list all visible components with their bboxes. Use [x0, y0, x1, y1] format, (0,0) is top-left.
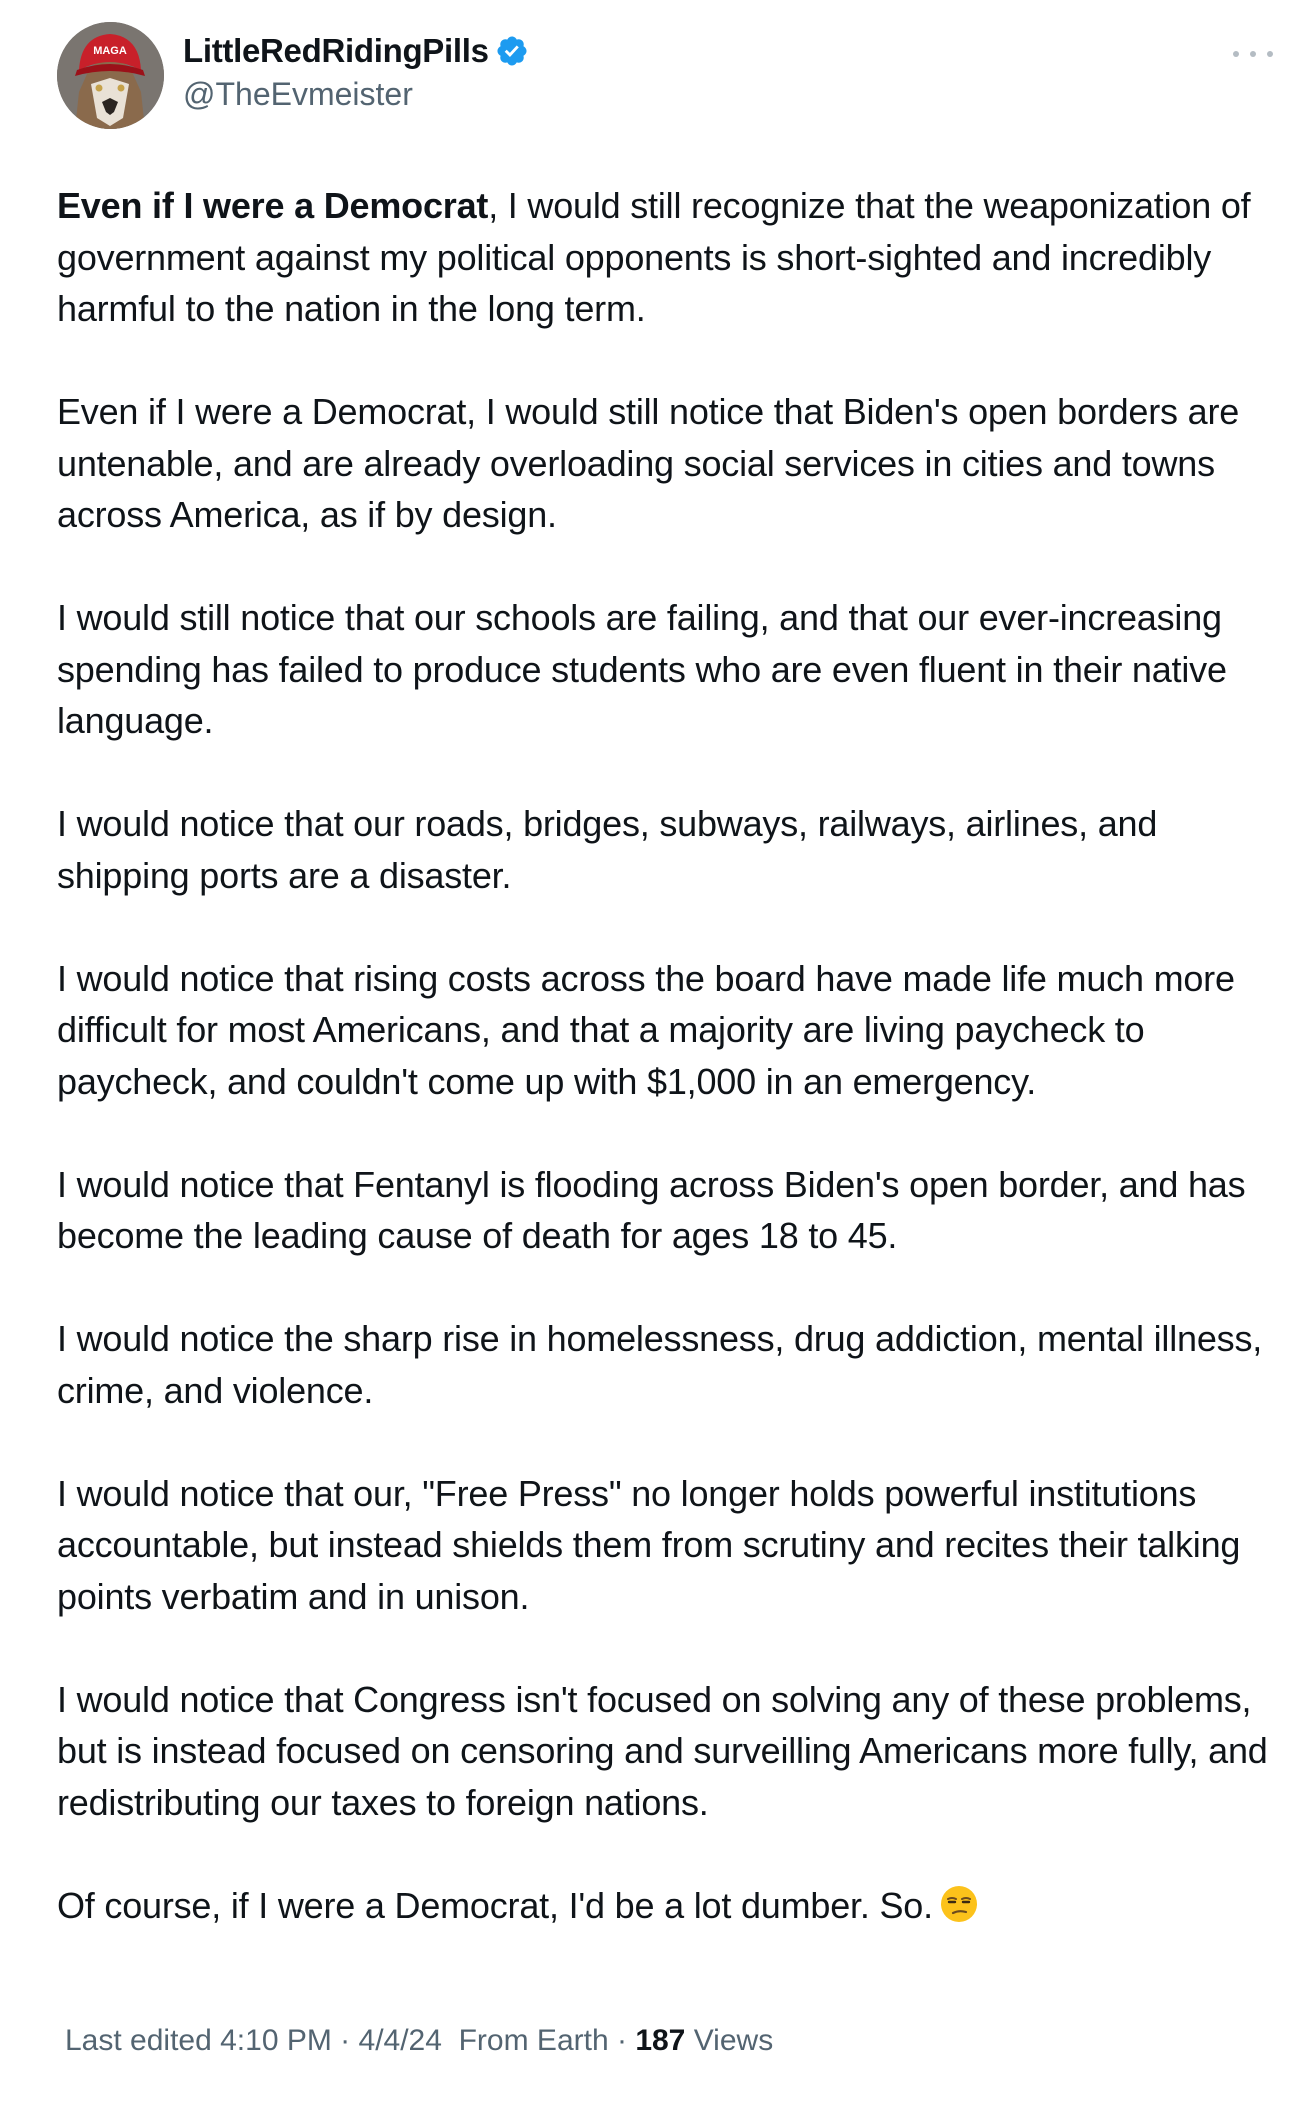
- paragraph: I would notice that Fentanyl is flooding across Biden's open border, and has become the leading cause of death for ages 18 to 45.: [57, 1163, 1246, 1256]
- tweet-header: [57, 22, 1273, 132]
- unamused-face-emoji: [939, 1884, 979, 1924]
- author-names: [183, 28, 529, 113]
- date-link[interactable]: 4/4/24: [358, 2024, 442, 2057]
- paragraph: I would notice that our roads, bridges, subways, railways, airlines, and shipping ports are a disaster.: [57, 803, 1158, 896]
- display-name[interactable]: LittleRedRidingPills: [183, 32, 489, 69]
- paragraph: I would still notice that our schools are failing, and that our ever-increasing spending has failed to produce students who are even fluent in their native language.: [57, 597, 1227, 741]
- edited-timestamp-link[interactable]: Last edited 4:10 PM: [65, 2024, 332, 2057]
- dot: [1250, 51, 1256, 57]
- display-name-row: [183, 28, 529, 74]
- paragraph-last: [57, 1880, 1277, 1932]
- avatar[interactable]: [57, 22, 164, 129]
- verified-badge-icon[interactable]: [495, 34, 529, 68]
- paragraph: I would notice that Congress isn't focused on solving any of these problems, but is instead focused on censoring and surveilling Americans more fully, and redistributing our taxes to foreign nations.: [57, 1678, 1268, 1823]
- author-handle[interactable]: @TheEvmeister: [183, 76, 413, 112]
- separator: ·: [331, 2024, 359, 2057]
- dot: [1267, 51, 1273, 57]
- more-dots-icon[interactable]: [1233, 44, 1273, 64]
- paragraph: I would notice that our, "Free Press" no longer holds powerful institutions accountable, but instead shields them from scrutiny and recites their talking points verbatim and in unison.: [57, 1472, 1241, 1617]
- cap-text: MAGA: [93, 45, 127, 57]
- paragraph-text: , I would still recognize that the weaponization of government against my political opponents is short-sighted and incredibly harmful to the nation in the long term.: [57, 185, 1251, 329]
- dot: [1233, 51, 1239, 57]
- separator: ·: [608, 2024, 636, 2057]
- tweet-text: [57, 180, 1277, 1931]
- bold-opening: Even if I were a Democrat: [57, 185, 489, 226]
- paragraph: Even if I were a Democrat, I would still notice that Biden's open borders are untenable, and are already overloading social services in cities and towns across America, as if by design.: [57, 391, 1240, 535]
- wolf-avatar-image: [57, 22, 164, 129]
- paragraph: I would notice that rising costs across the board have made life much more difficult for most Americans, and that a majority are living paycheck to paycheck, and couldn't come up with $1,000 in an emergency.: [57, 957, 1235, 1102]
- location-source: From Earth: [458, 2024, 609, 2057]
- paragraph: [57, 180, 1277, 335]
- views-label: Views: [693, 2024, 774, 2057]
- tweet-meta: [65, 2024, 773, 2058]
- paragraph-text: Of course, if I were a Democrat, I'd be a lot dumber. So.: [57, 1884, 933, 1926]
- views-count: 187: [635, 2024, 686, 2057]
- paragraph: I would notice the sharp rise in homelessness, drug addiction, mental illness, crime, and violence.: [57, 1318, 1263, 1411]
